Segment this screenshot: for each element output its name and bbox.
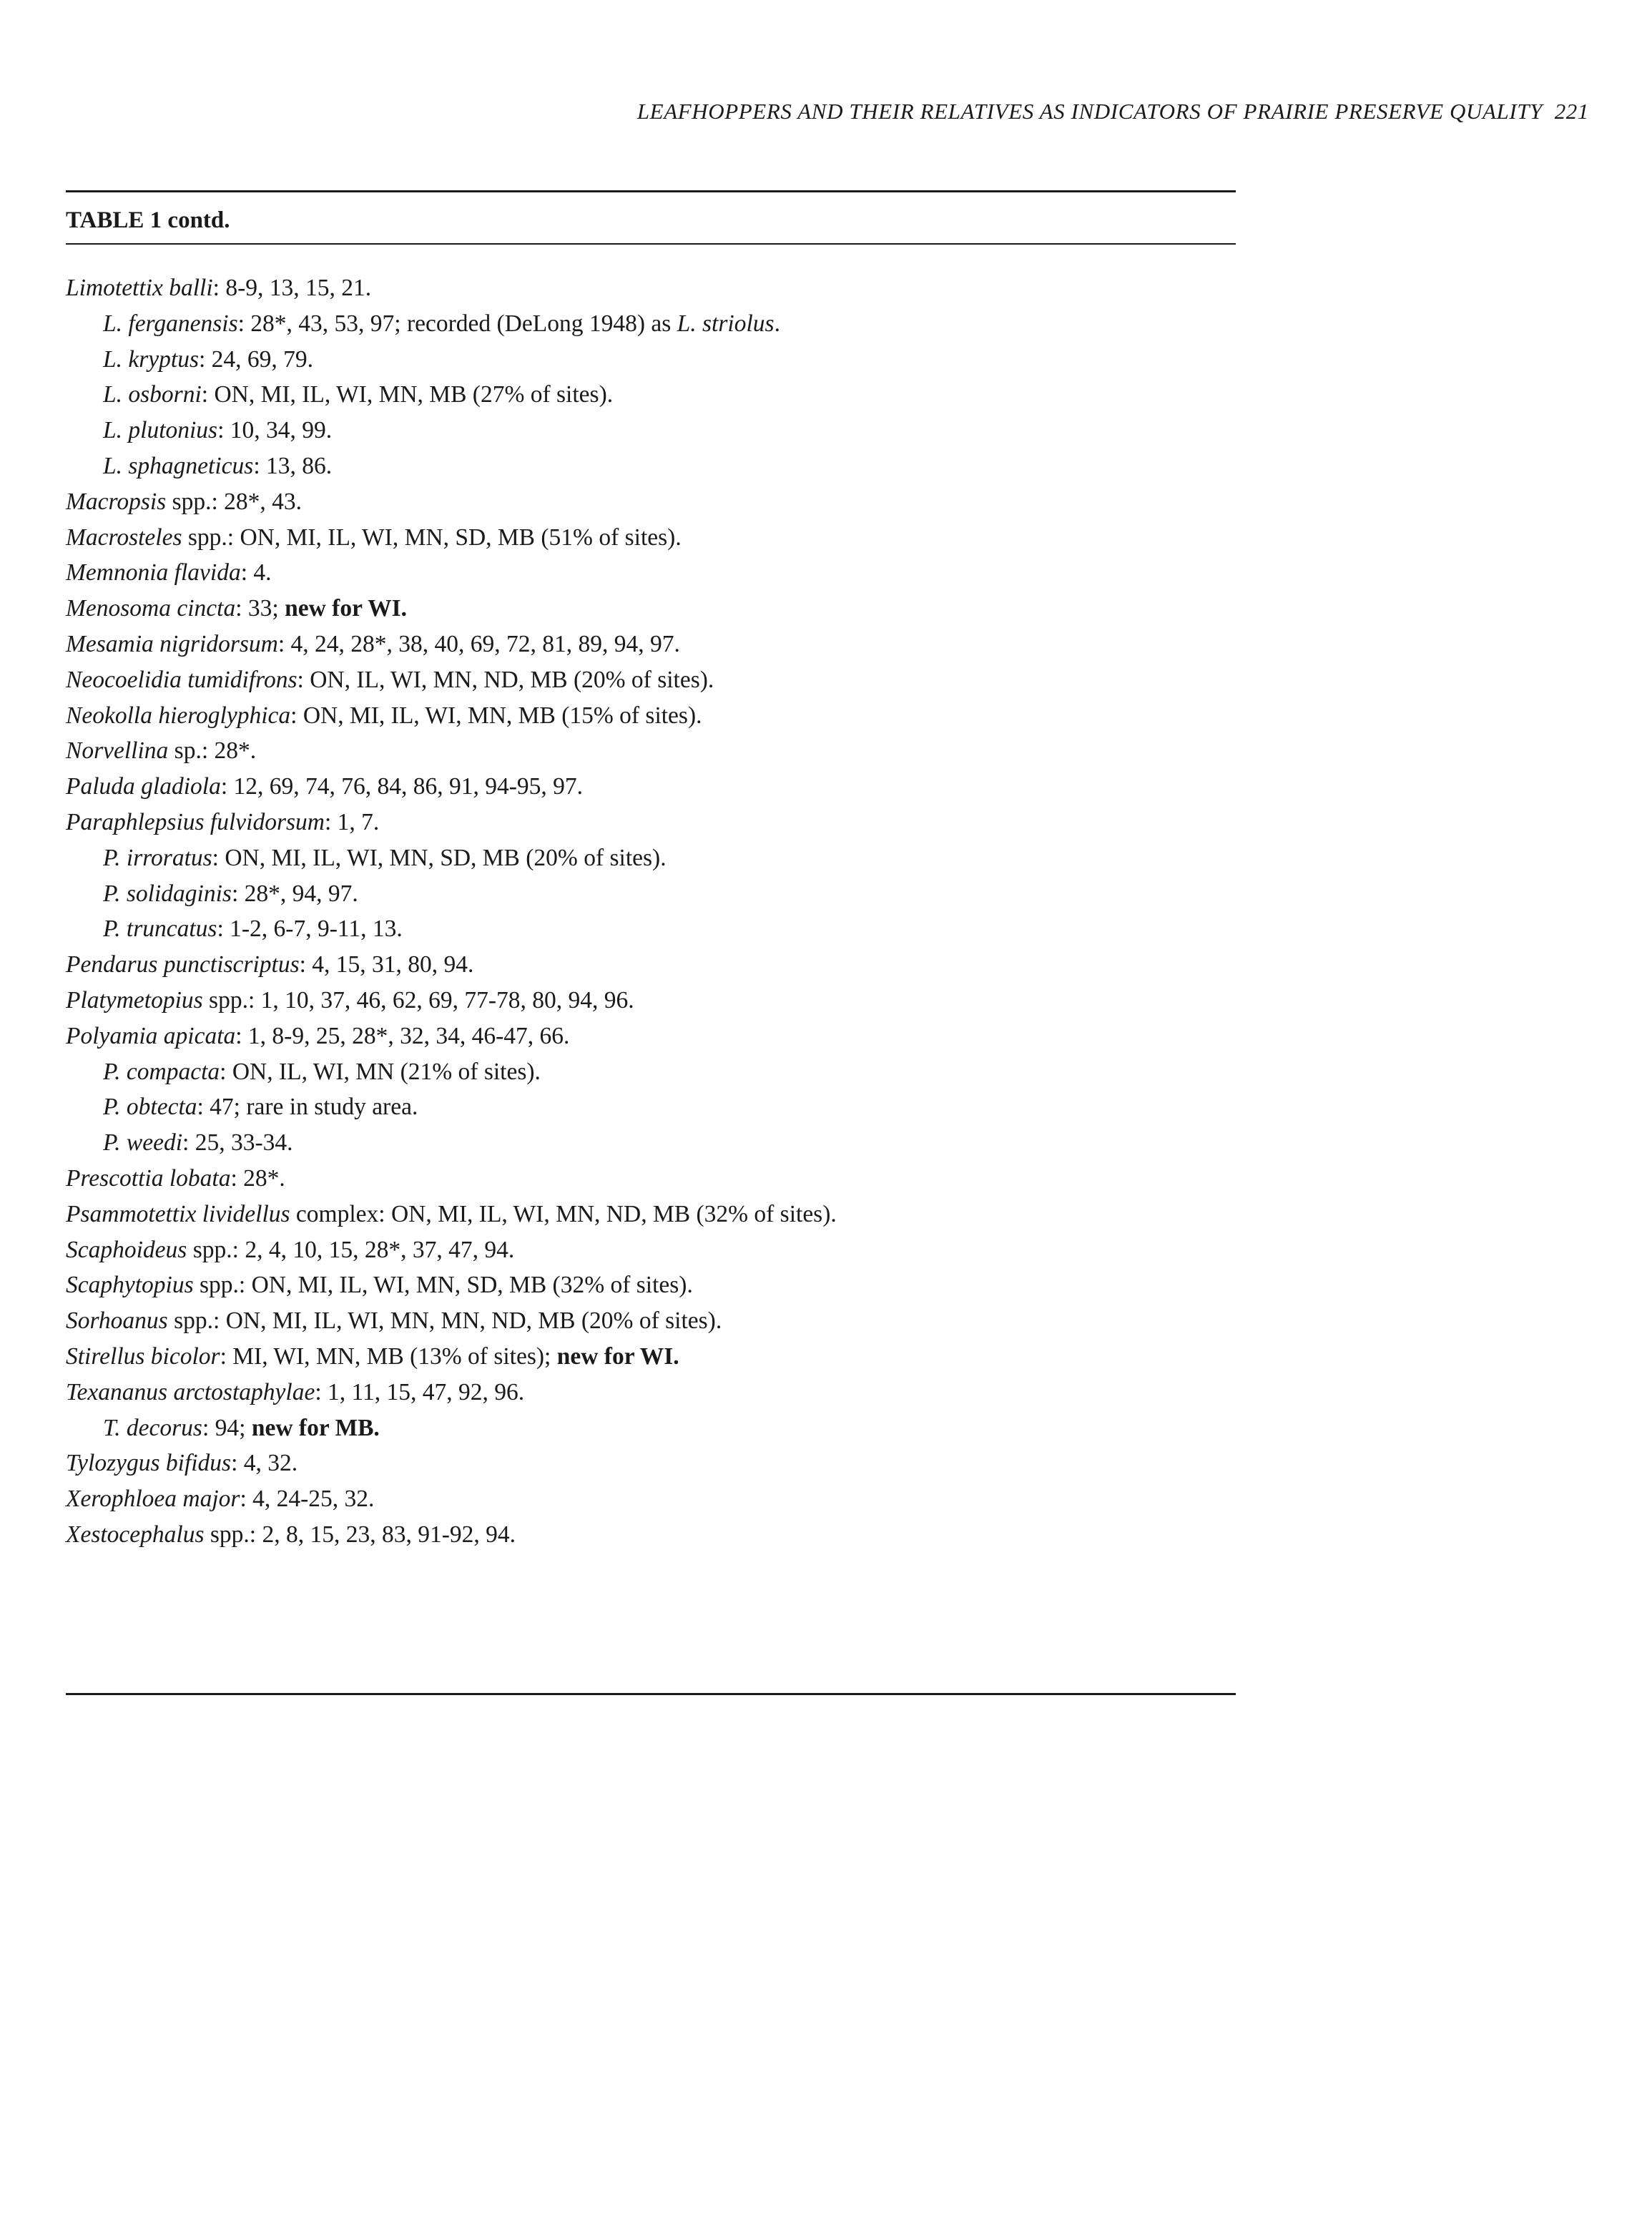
table-bottom-rule [66,1693,1236,1695]
taxon-records: : 1-2, 6-7, 9-11, 13. [217,916,403,943]
table-entry [66,377,1236,413]
taxon-name: Pendarus punctiscriptus [66,951,300,978]
taxon-records: spp.: 28*, 43. [166,488,303,515]
table-entry [66,520,1236,556]
new-record-note: new for MB. [251,1414,380,1441]
taxon-name: Sorhoanus [66,1307,168,1335]
taxon-records: : 4, 15, 31, 80, 94. [299,951,474,978]
running-head [0,99,1589,124]
taxon-name: Psammotettix lividellus [66,1200,290,1227]
taxon-records: : 1, 11, 15, 47, 92, 96. [315,1378,525,1405]
table-entry [66,698,1236,734]
table-entry [66,1054,1236,1090]
taxon-name: P. compacta [103,1058,220,1085]
synonym-name: L. striolus [677,310,775,337]
table-entry [66,591,1236,627]
running-head-title: LEAFHOPPERS AND THEIR RELATIVES AS INDICATORS OF PRAIRIE PRESERVE QUALITY [636,99,1543,124]
taxon-records: : ON, MI, IL, WI, MN, MB (27% of sites). [201,381,614,408]
table-entry [66,662,1236,698]
table-entry [66,1303,1236,1339]
page-number: 221 [1554,99,1589,124]
taxon-name: Neocoelidia tumidifrons [66,666,298,693]
table-entry [66,876,1236,912]
table-entry [66,1232,1236,1268]
table-entry [66,1267,1236,1303]
table-entry [66,983,1236,1019]
taxon-name: Stirellus bicolor [66,1343,220,1370]
table-entry [66,911,1236,947]
taxon-name: Neokolla hieroglyphica [66,702,291,729]
entry-end: . [774,310,780,337]
table-entry [66,342,1236,378]
table-entry [66,1339,1236,1375]
taxon-name: Limotettix balli [66,275,213,301]
taxon-records: spp.: ON, MI, IL, WI, MN, SD, MB (51% of sites). [182,524,682,551]
taxon-name: Prescottia lobata [66,1164,231,1192]
taxon-name: Scaphoideus [66,1236,187,1263]
table-entry [66,270,1236,306]
taxon-name: L. kryptus [103,345,199,373]
table-entry [66,947,1236,983]
table-entry [66,840,1236,876]
table-title-rule [66,243,1236,245]
taxon-name: Scaphytopius [66,1272,194,1299]
table-entry [66,1125,1236,1161]
table-entry [66,1197,1236,1232]
taxon-records: : 28*. [230,1164,285,1192]
taxon-name: Menosoma cincta [66,595,236,622]
taxon-records: : ON, IL, WI, MN, ND, MB (20% of sites). [297,666,714,693]
taxon-records: : 4, 32. [231,1450,298,1477]
table-entry [66,413,1236,448]
table-entry [66,1446,1236,1481]
table-entry [66,805,1236,840]
taxon-records: : 1, 8-9, 25, 28*, 32, 34, 46-47, 66. [235,1022,570,1049]
taxon-name: P. weedi [103,1129,183,1157]
taxon-name: P. solidaginis [103,880,232,907]
taxon-records: sp.: 28*. [168,737,257,765]
table-entry [66,1161,1236,1197]
taxon-records: spp.: ON, MI, IL, WI, MN, SD, MB (32% of sites). [193,1272,693,1299]
taxon-name: Paluda gladiola [66,773,221,800]
taxon-records: spp.: ON, MI, IL, WI, MN, MN, ND, MB (20% of sites). [167,1307,722,1335]
table-entry [66,1410,1236,1446]
taxon-records: : 47; rare in study area. [197,1094,418,1121]
taxon-name: L. sphagneticus [103,452,254,479]
taxon-records: : ON, IL, WI, MN (21% of sites). [220,1058,541,1085]
table-entry [66,1089,1236,1125]
taxon-name: P. obtecta [103,1094,197,1121]
taxon-name: Memnonia flavida [66,559,241,587]
taxon-name: Polyamia apicata [66,1022,236,1049]
taxon-name: Xerophloea major [66,1486,240,1513]
table-title: TABLE 1 contd. [66,207,230,233]
taxon-records: : 28*, 43, 53, 97; recorded (DeLong 1948) as [237,310,677,337]
taxon-records: : 4, 24, 28*, 38, 40, 69, 72, 81, 89, 94, 97. [277,630,680,657]
table-entry [66,448,1236,484]
taxon-records: spp.: 2, 8, 15, 23, 83, 91-92, 94. [204,1521,516,1548]
table-entry [66,1517,1236,1553]
taxon-records: : 33; [235,595,285,622]
table-entry [66,733,1236,769]
taxon-records: : ON, MI, IL, WI, MN, SD, MB (20% of sites). [212,844,667,871]
taxon-records: : 13, 86. [253,452,333,479]
taxon-records: : 4, 24-25, 32. [240,1486,375,1513]
taxon-records: : 12, 69, 74, 76, 84, 86, 91, 94-95, 97. [220,773,584,800]
taxon-records: : 4. [240,559,272,587]
taxon-name: Platymetopius [66,986,203,1014]
table-entry [66,769,1236,805]
taxon-name: Texananus arctostaphylae [66,1378,315,1405]
new-record-note: new for WI. [285,595,408,622]
taxon-name: Mesamia nigridorsum [66,630,278,657]
table-entry [66,1019,1236,1054]
taxon-name: Norvellina [66,737,169,765]
table-entry [66,1481,1236,1517]
taxon-records: : 28*, 94, 97. [231,880,358,907]
taxon-name: P. irroratus [103,844,212,871]
table-entry [66,1375,1236,1410]
taxon-name: L. plutonius [103,417,218,444]
taxon-name: Macrosteles [66,524,182,551]
taxon-records: : ON, MI, IL, WI, MN, MB (15% of sites). [290,702,702,729]
taxon-name: Tylozygus bifidus [66,1450,232,1477]
taxon-records: : 1, 7. [325,808,380,835]
taxon-name: L. ferganensis [103,310,238,337]
table-entry [66,306,1236,342]
table-entries [66,270,1236,1553]
taxon-records: : MI, WI, MN, MB (13% of sites); [220,1343,557,1370]
new-record-note: new for WI. [556,1343,679,1370]
taxon-records: : 94; [202,1414,252,1441]
taxon-records: complex: ON, MI, IL, WI, MN, ND, MB (32% of sites). [290,1200,837,1227]
table-top-rule [66,190,1236,192]
taxon-records: spp.: 2, 4, 10, 15, 28*, 37, 47, 94. [187,1236,515,1263]
taxon-records: : 25, 33-34. [182,1129,293,1157]
taxon-name: Xestocephalus [66,1521,205,1548]
taxon-records: : 24, 69, 79. [199,345,314,373]
table-entry [66,484,1236,520]
taxon-records: : 10, 34, 99. [217,417,333,444]
taxon-records: : 8-9, 13, 15, 21. [212,275,372,301]
taxon-records: spp.: 1, 10, 37, 46, 62, 69, 77-78, 80, 94, 96. [202,986,634,1014]
taxon-name: T. decorus [103,1414,202,1441]
taxon-name: Macropsis [66,488,167,515]
taxon-name: L. osborni [103,381,202,408]
taxon-name: P. truncatus [103,916,217,943]
table-entry [66,627,1236,662]
taxon-name: Paraphlepsius fulvidorsum [66,808,325,835]
table-entry [66,555,1236,591]
